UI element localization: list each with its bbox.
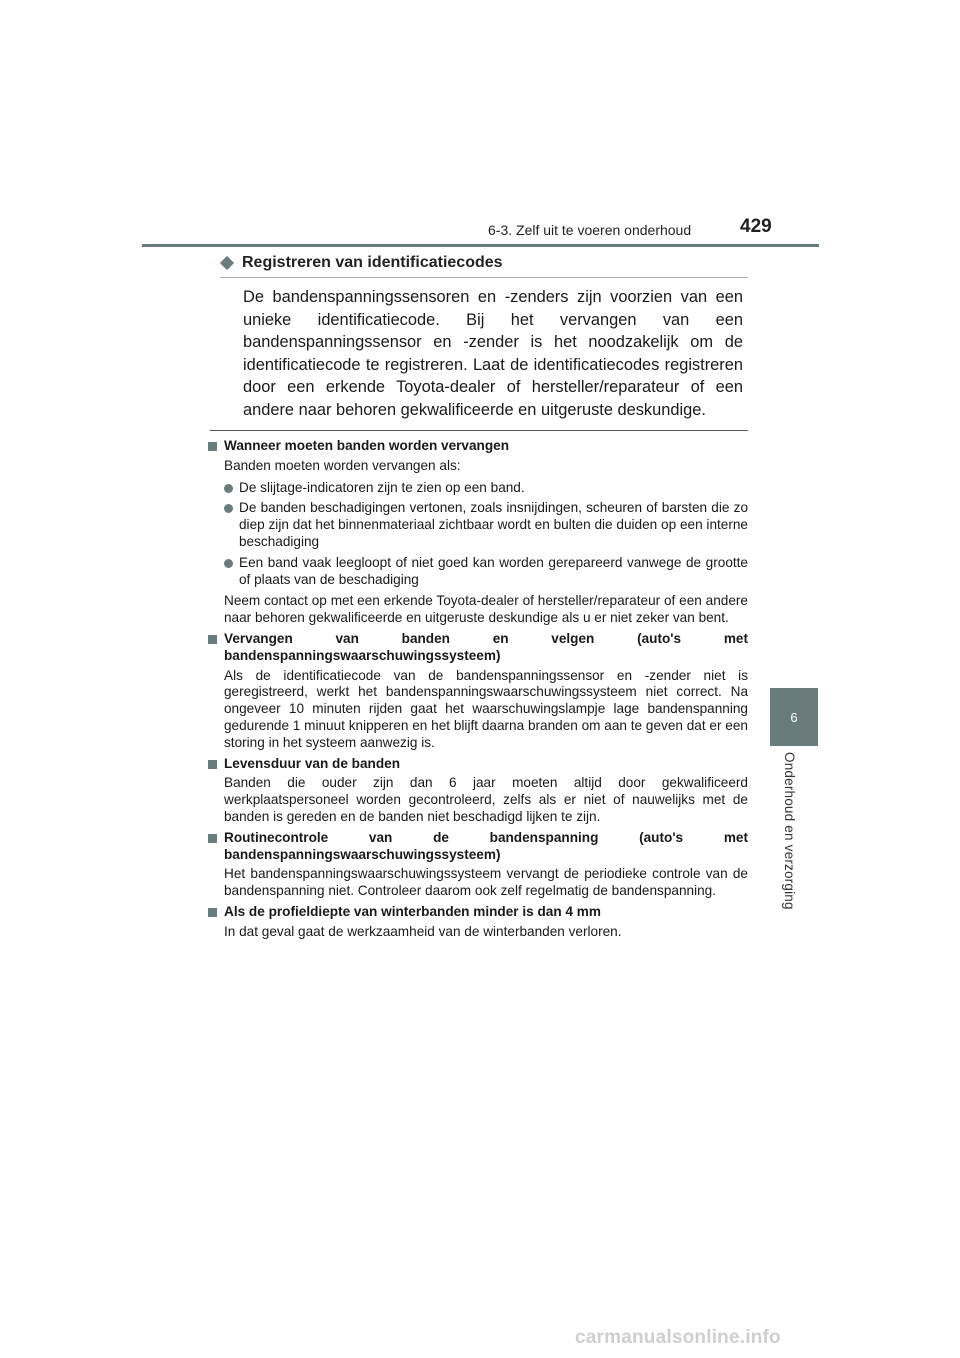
box-paragraph: De bandenspanningssensoren en -zenders zijn voorzien van een unieke identificatiecode. Bij het vervangen van een bandenspanningssensor en -zender is het noodzakelijk om de identificatiecode te registreren. Laat de identificatiecodes registreren door een erkende Toyota-dealer of hersteller/reparateur of een andere naar behoren gekwalificeerde en uitgeruste deskundige. [243,288,743,419]
square-bullet-icon [208,760,217,769]
note-heading [208,904,748,921]
note-heading-text: Vervangen van banden en velgen (auto's met bandenspanningswaarschuwingssysteem) [224,630,748,663]
note-heading [208,631,748,665]
note-heading-text: Als de profieldiepte van winterbanden minder is dan 4 mm [224,903,601,919]
note [208,438,748,627]
square-bullet-icon [208,635,217,644]
list-item-text: De banden beschadigingen vertonen, zoals insnijdingen, scheuren of barsten die zo diep zijn dat het binnenmateriaal zichtbaar wordt en bulten die duiden op een interne beschadiging [239,500,748,549]
note-heading [208,756,748,773]
square-bullet-icon [208,442,217,451]
title-rule [220,277,748,278]
note-heading [208,438,748,455]
note-heading-text: Routinecontrole van de bandenspanning (auto's met bandenspanningswaarschuwingssysteem) [224,829,748,862]
section-rule [210,430,748,431]
note [208,756,748,826]
list-item [224,555,748,589]
chapter-tab[interactable] [770,688,818,746]
note [208,830,748,900]
note-heading [208,830,748,864]
diamond-icon [220,256,234,270]
notes-section [208,438,748,945]
circle-bullet-icon [224,559,233,568]
list-item [224,480,748,497]
list-item [224,500,748,550]
note-intro: Banden moeten worden vervangen als: [224,457,461,473]
header-section-title: 6-3. Zelf uit te voeren onderhoud [488,222,692,238]
note-heading-text: Levensduur van de banden [224,755,401,771]
header-rule [142,244,819,247]
box-title-text: Registreren van identificatiecodes [242,254,503,271]
square-bullet-icon [208,834,217,843]
watermark: carmanualsonline.info [575,1327,781,1348]
note-heading-text: Wanneer moeten banden worden vervangen [224,438,510,453]
note-body: Banden die ouder zijn dan 6 jaar moeten altijd door gekwalificeerd werkplaatspersoneel worden gecontroleerd, zelfs als er niet of nauwelijks met de banden is gereden en de banden niet beschadigd lijken te zijn. [224,775,748,824]
list-item-text: Een band vaak leegloopt of niet goed kan worden gerepareerd vanwege de grootte of plaats van de beschadiging [239,554,748,587]
note-after-text: Neem contact op met een erkende Toyota-dealer of hersteller/reparateur of een andere naar behoren gekwalificeerde en uitgeruste deskundige als u er niet zeker van bent. [224,593,748,626]
list-item-text: De slijtage-indicatoren zijn te zien op een band. [239,479,525,495]
box-title [220,254,503,272]
chapter-title: Onderhoud en verzorging [782,752,797,910]
circle-bullet-icon [224,504,233,513]
note [208,631,748,752]
square-bullet-icon [208,908,217,917]
page-number: 429 [740,216,772,237]
note-body: In dat geval gaat de werkzaamheid van de winterbanden verloren. [224,923,622,939]
bullet-list [224,480,748,589]
note [208,904,748,941]
chapter-number: 6 [790,709,798,725]
note-body: Het bandenspanningswaarschuwingssysteem vervangt de periodieke controle van de bandenspanning niet. Controleer daarom ook zelf regelmatig de bandenspanning. [224,866,748,899]
note-body: Als de identificatiecode van de bandenspanningssensor en -zender niet is geregistreerd, werkt het bandenspanningswaarschuwingssysteem niet correct. Na ongeveer 10 minuten rijden gaat het waarschuwingslampje lage bandenspanning gedurende 1 minuut knipperen en het blijft daarna branden om aan te geven dat er een storing in het systeem aanwezig is. [224,667,748,750]
circle-bullet-icon [224,484,233,493]
